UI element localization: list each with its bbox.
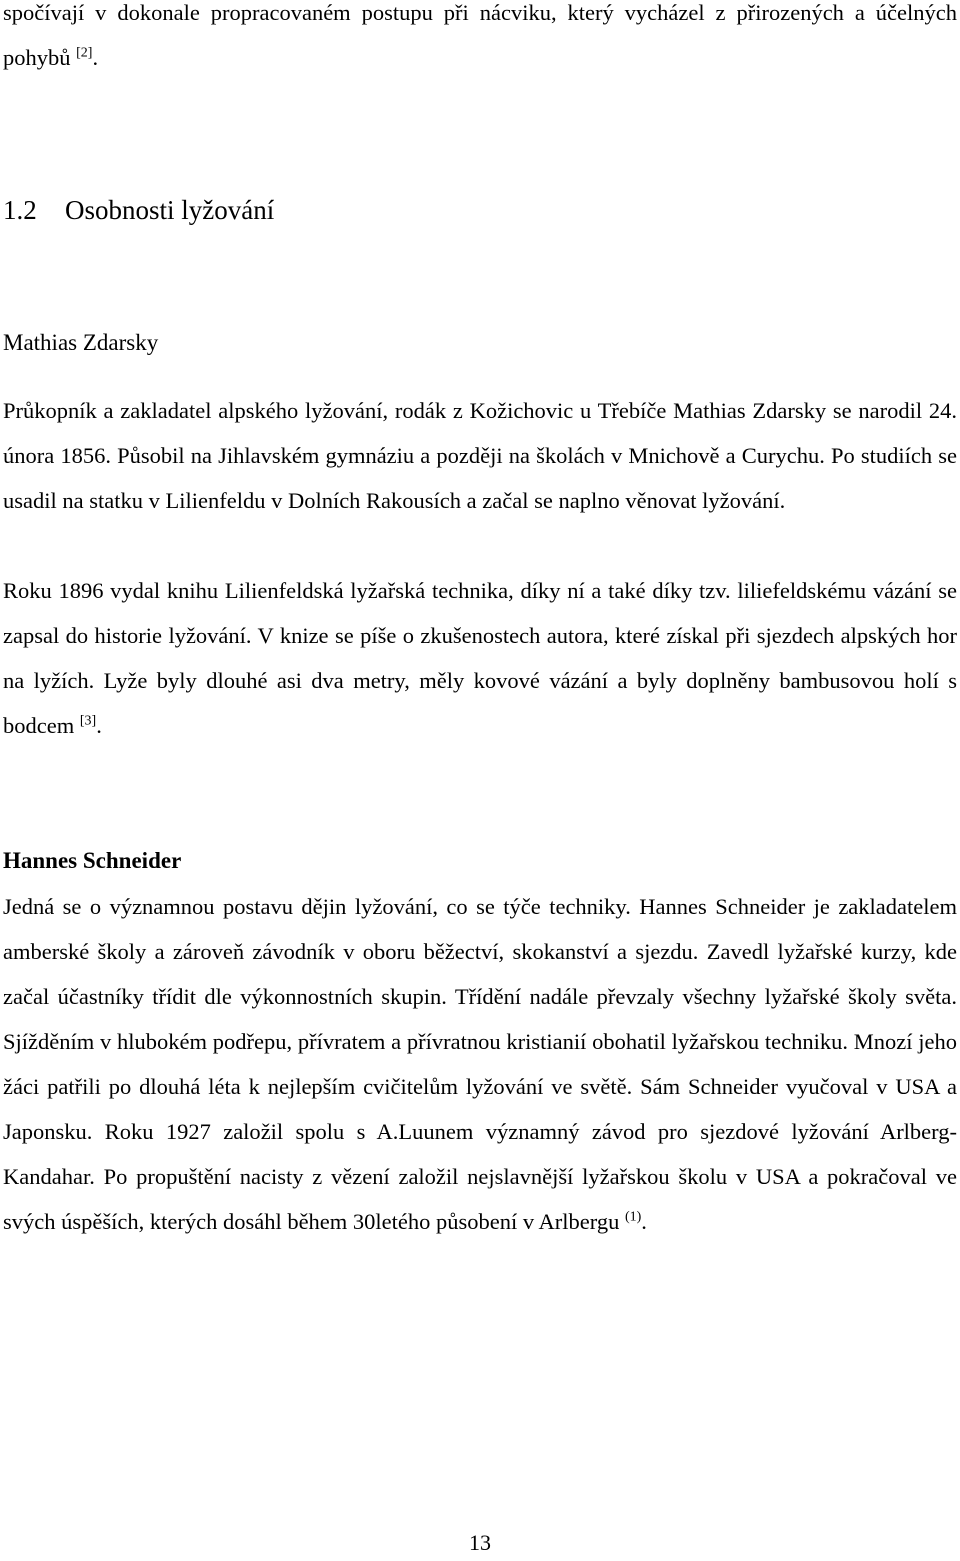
intro-text: spočívají v dokonale propracovaném postupu při nácviku, který vycházel z přirozených a účelných pohybů — [3, 0, 957, 70]
citation-ref: [3] — [79, 713, 97, 729]
section-title: Osobnosti lyžování — [65, 195, 275, 225]
intro-paragraph — [3, 0, 957, 80]
citation-ref: (1) — [624, 1209, 642, 1225]
person-heading-schneider: Hannes Schneider — [3, 848, 182, 873]
intro-end: . — [92, 45, 99, 70]
schneider-paragraph-text: Jedná se o významnou postavu dějin lyžování, co se týče techniky. Hannes Schneider je zakladatelem amberské školy a zároveň závodník v oboru běžectví, skokanství a sjezdu. Zavedl lyžařské kurzy, kde začal účastníky třídit dle výkonnostních skupin. Třídění nadále převzaly všechny lyžařské školy světa. Sjížděním v hlubokém podřepu, přívratem a přívratnou kristianií obohatil lyžařskou techniku. Mnozí jeho žáci patřili po dlouhá léta k nejlepším cvičitelům lyžování ve světě. Sám Schneider vyučoval v USA a Japonsku. Roku 1927 založil spolu s A.Luunem významný závod pro sjezdové lyžování Arlberg-Kandahar. Po propuštění nacisty z vězení založil nejslavnější lyžařskou školu v USA a pokračoval ve svých úspěších, kterých dosáhl během 30letého působení v Arlbergu — [3, 894, 957, 1234]
section-heading — [3, 188, 274, 233]
schneider-paragraph — [3, 884, 957, 1244]
zdarsky-paragraph-2-end: . — [96, 713, 102, 738]
zdarsky-paragraph-1: Průkopník a zakladatel alpského lyžování, rodák z Kožichovic u Třebíče Mathias Zdarsky se narodil 24. února 1856. Působil na Jihlavském gymnáziu a později na školách v Mnichově a Curychu. Po studiích se usadil na statku v Lilienfeldu v Dolních Rakousích a začal se naplno věnovat lyžování. — [3, 398, 957, 513]
section-number: 1.2 — [3, 195, 37, 225]
citation-ref: [2] — [76, 45, 93, 61]
schneider-paragraph-end: . — [641, 1209, 647, 1234]
person-heading-zdarsky: Mathias Zdarsky — [3, 330, 159, 355]
page-number: 13 — [469, 1530, 491, 1555]
zdarsky-paragraph-2-text: Roku 1896 vydal knihu Lilienfeldská lyžařská technika, díky ní a také díky tzv. liliefeldskému vázání se zapsal do historie lyžování. V knize se píše o zkušenostech autora, které získal při sjezdech alpských hor na lyžích. Lyže byly dlouhé asi dva metry, měly kovové vázání a byly doplněny bambusovou holí s bodcem — [3, 578, 957, 738]
zdarsky-paragraph-2 — [3, 568, 957, 748]
